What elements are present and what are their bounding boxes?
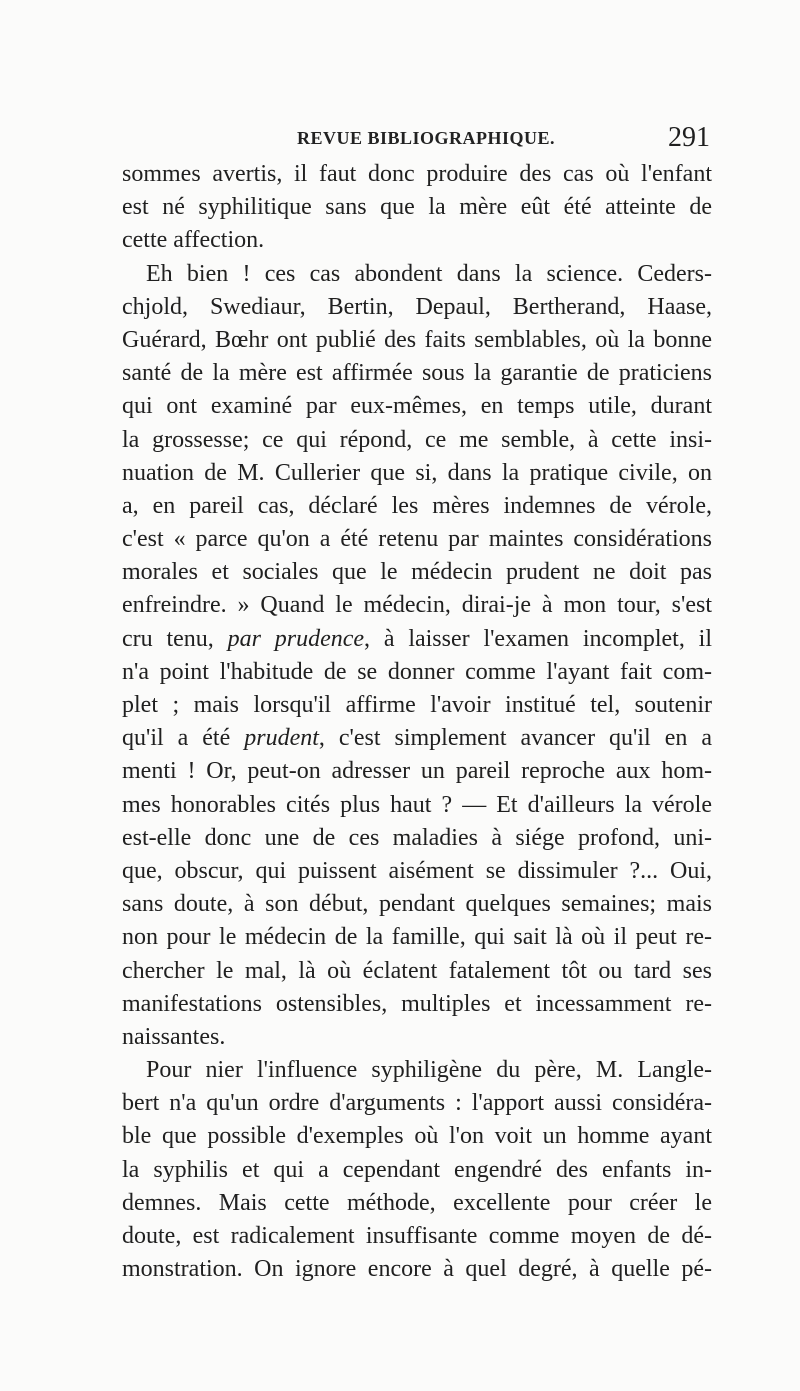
text-line-with-italic (122, 722, 712, 755)
text-line: sans doute, à son début, pendant quelques semaines; mais (122, 891, 712, 918)
text-line: mes honorables cités plus haut ? — Et d'ailleurs la vérole (122, 791, 712, 818)
text-line: est-elle donc une de ces maladies à siége profond, uni- (122, 824, 712, 851)
paragraph-start-line: Pour nier l'influence syphiligène du père, M. Langle- (146, 1057, 712, 1084)
text-line: bert n'a qu'un ordre d'arguments : l'apport aussi considéra- (122, 1090, 712, 1117)
text-line: demnes. Mais cette méthode, excellente pour créer le (122, 1189, 712, 1216)
text-line: qui ont examiné par eux-mêmes, en temps utile, durant (122, 393, 712, 420)
text-line: sommes avertis, il faut donc produire des cas où l'enfant (122, 161, 712, 187)
text-line: santé de la mère est affirmée sous la garantie de praticiens (122, 360, 712, 387)
text-line: n'a point l'habitude de se donner comme l'ayant fait com- (122, 658, 712, 685)
text-line: morales et sociales que le médecin prudent ne doit pas (122, 559, 712, 586)
page-header (122, 122, 712, 158)
text-line: plet ; mais lorsqu'il affirme l'avoir institué tel, soutenir (122, 692, 712, 718)
text-line: chercher le mal, là où éclatent fatalement tôt ou tard ses (122, 957, 712, 984)
text-line: ble que possible d'exemples où l'on voit un homme ayant (122, 1123, 712, 1150)
text-line: Guérard, Bœhr ont publié des faits semblables, où la bonne (122, 326, 712, 353)
text-line: la grossesse; ce qui répond, ce me semble, à cette insi- (122, 426, 712, 453)
text-line: menti ! Or, peut-on adresser un pareil reproche aux hom- (122, 758, 712, 785)
line-fragment: qu'il a été (122, 725, 245, 752)
text-line: chjold, Swediaur, Bertin, Depaul, Bertherand, Haase, (122, 293, 712, 320)
text-line: c'est « parce qu'on a été retenu par maintes considérations (122, 526, 712, 553)
text-line: nuation de M. Cullerier que si, dans la pratique civile, on (122, 459, 712, 486)
text-line: a, en pareil cas, déclaré les mères indemnes de vérole, (122, 492, 712, 519)
line-fragment: , à laisser l'examen incomplet, il (364, 625, 712, 652)
text-line: enfreindre. » Quand le médecin, dirai-je à mon tour, s'est (122, 592, 712, 619)
line-fragment: , c'est simplement avancer qu'il en a (318, 725, 712, 752)
line-fragment: cru tenu, (122, 625, 228, 652)
text-line: naissantes. (122, 1023, 226, 1050)
text-line: monstration. On ignore encore à quel degré, à quelle pé- (122, 1256, 712, 1283)
text-line: manifestations ostensibles, multiples et incessamment re- (122, 990, 712, 1017)
italic-phrase: prudent (244, 725, 319, 752)
text-line: que, obscur, qui puissent aisément se dissimuler ?... Oui, (122, 857, 712, 884)
text-line: doute, est radicalement insuffisante comme moyen de dé- (122, 1223, 712, 1249)
text-line: est né syphilitique sans que la mère eût été atteinte de (122, 194, 712, 221)
running-head: REVUE BIBLIOGRAPHIQUE. (297, 128, 556, 148)
body-text (122, 158, 712, 1286)
page-number: 291 (668, 122, 710, 153)
text-line: non pour le médecin de la famille, qui sait là où il peut re- (122, 924, 712, 951)
paragraph-start-line: Eh bien ! ces cas abondent dans la science. Ceders- (146, 260, 712, 287)
text-line: la syphilis et qui a cependant engendré des enfants in- (122, 1156, 712, 1183)
text-line-with-italic (122, 623, 712, 656)
italic-phrase: par prudence (227, 625, 365, 652)
text-line: cette affection. (122, 227, 265, 254)
